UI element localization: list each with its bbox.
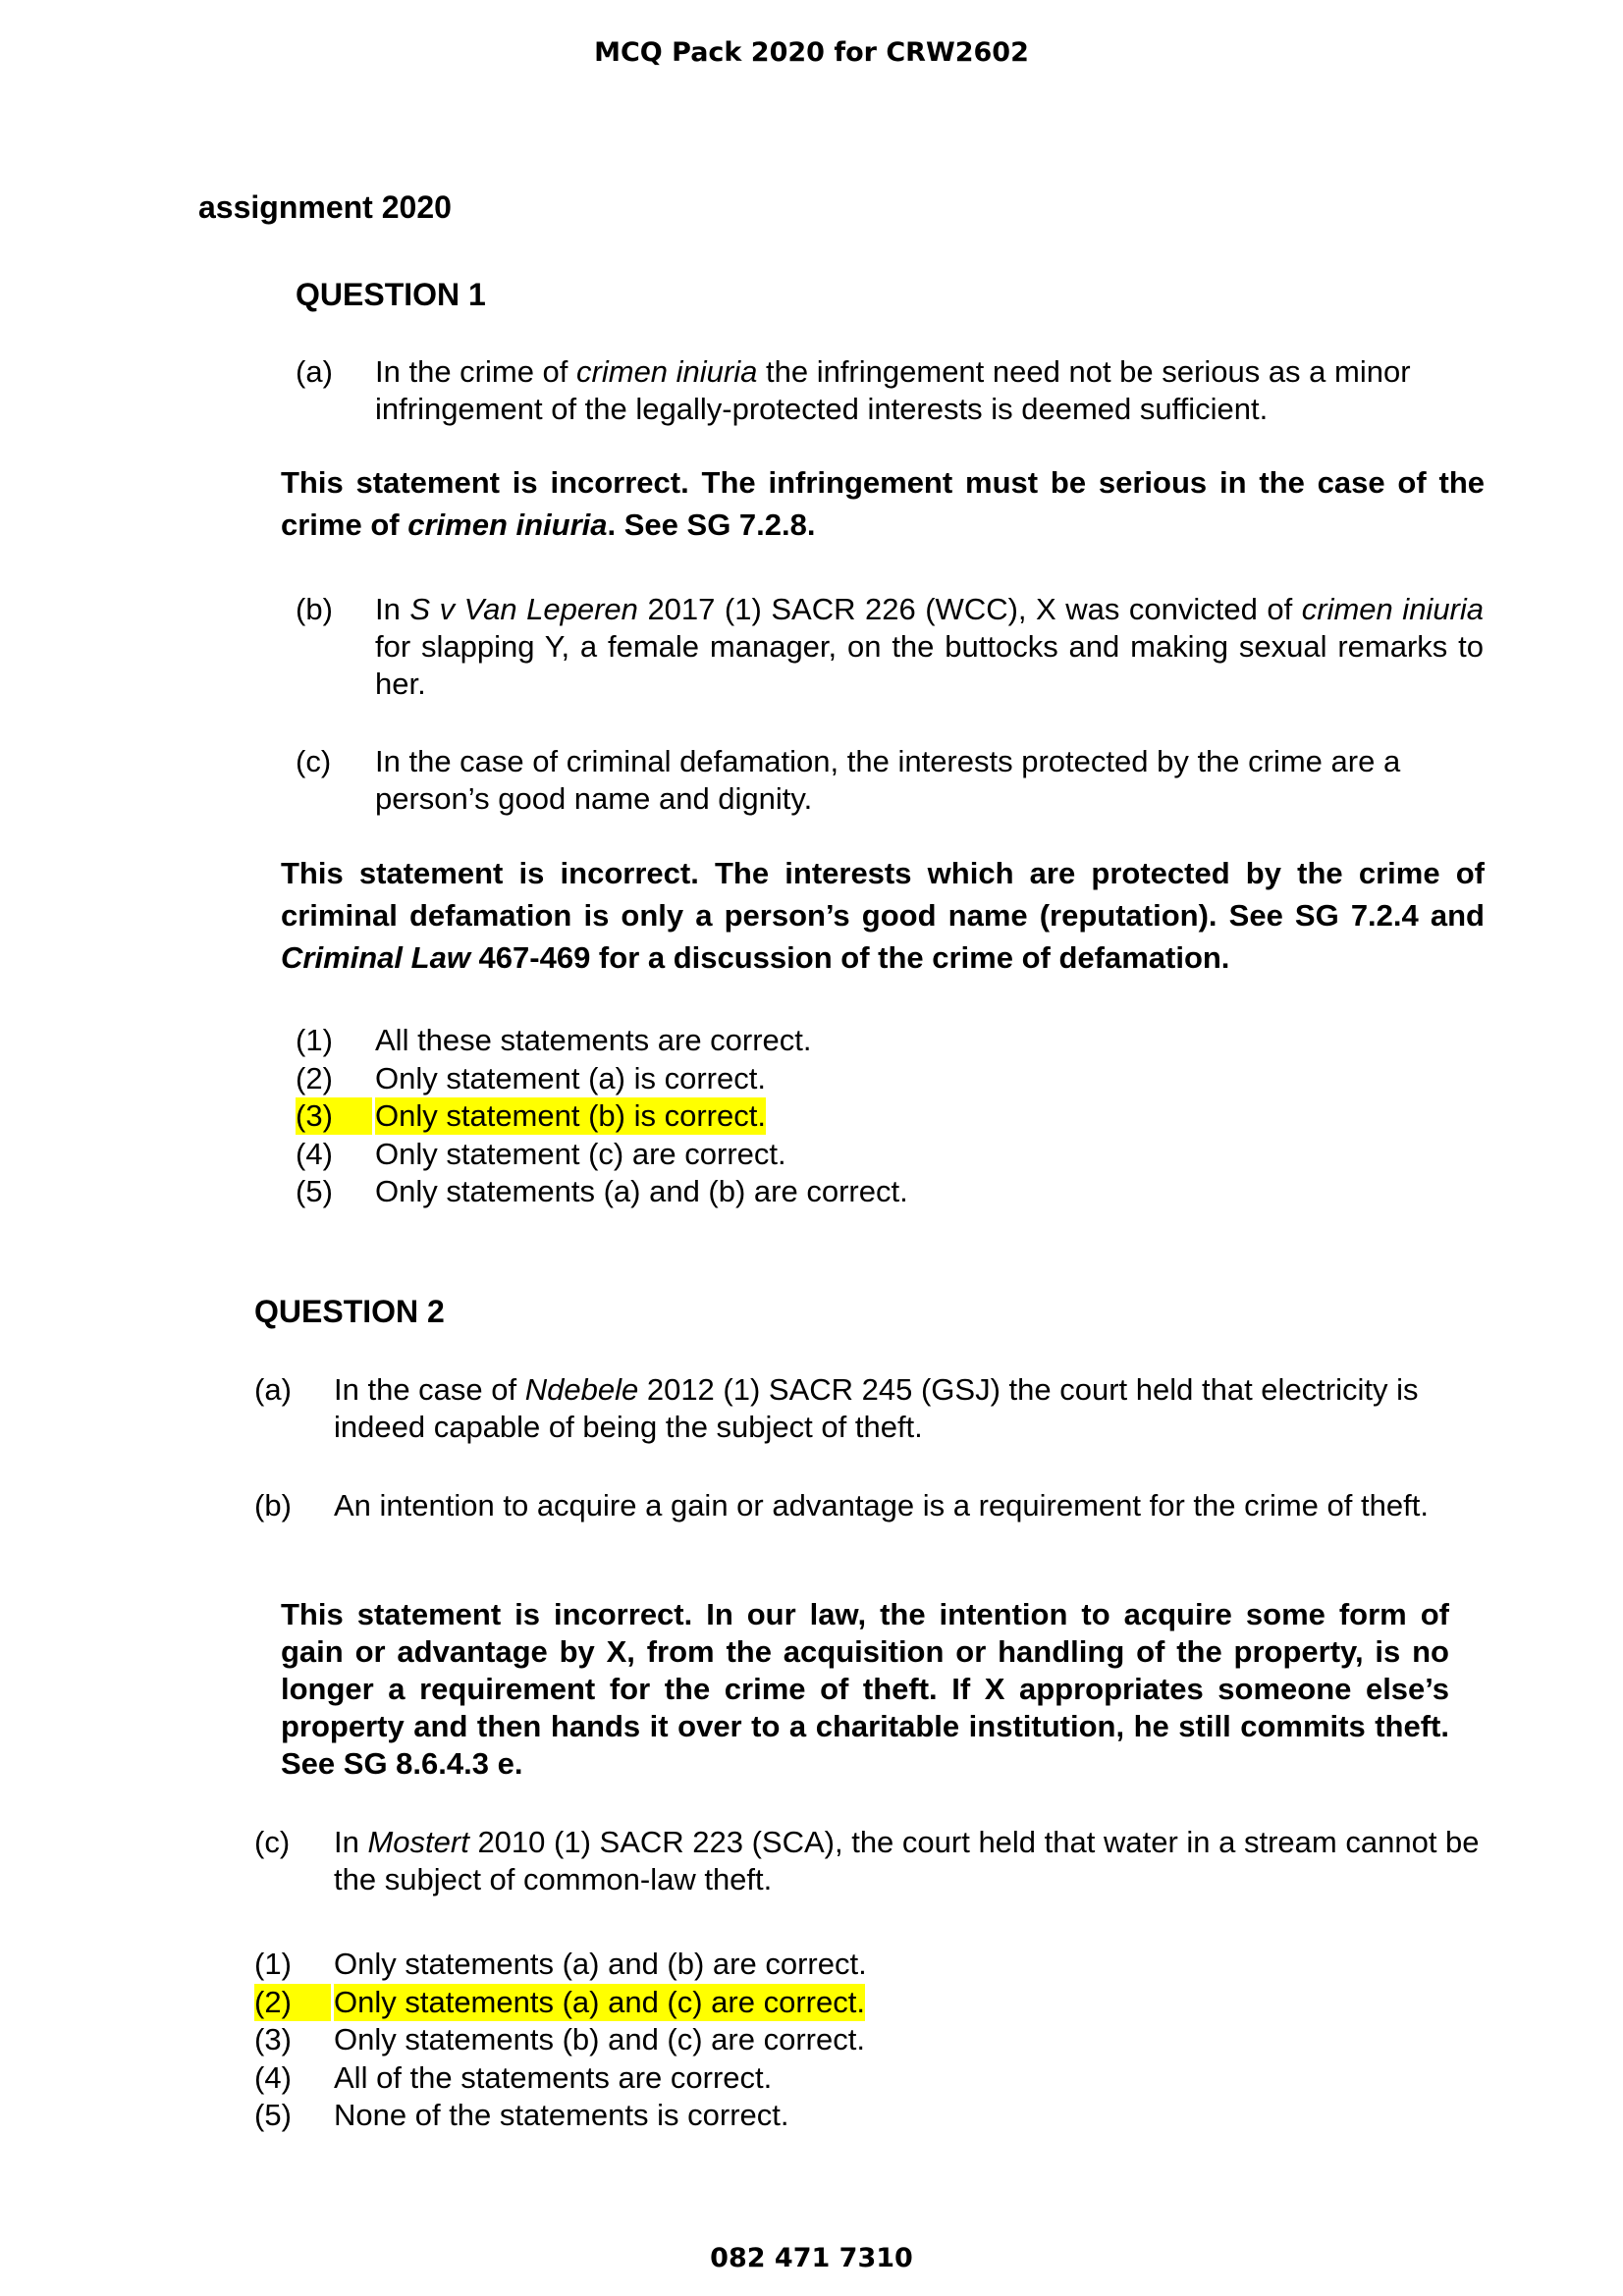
- option-text: Only statement (b) is correct.: [375, 1098, 766, 1133]
- document-title: assignment 2020: [198, 189, 452, 225]
- q1-statement-c-label: (c): [296, 744, 332, 778]
- option-text: Only statements (a) and (b) are correct.: [334, 1947, 867, 1981]
- q2-statement-b-text: An intention to acquire a gain or advantage is a requirement for the crime of theft.: [334, 1488, 1429, 1522]
- q2-answer-b: This statement is incorrect. In our law, the intention to acquire some form of gain or advantage by X, from the acquisition or handling of the property, is no longer a requirement for the crime of theft. If X appropriates someone else’s property and then hands it over to a charitable institution, he still commits theft. See SG 8.6.4.3 e.: [281, 1597, 1449, 1781]
- option-label: (4): [254, 2059, 292, 2095]
- q2-statement-a-label: (a): [254, 1372, 292, 1407]
- option-label: (1): [254, 1947, 292, 1981]
- option-label: (4): [296, 1136, 333, 1171]
- q1-statement-c-text: In the case of criminal defamation, the interests protected by the crime are a person’s good name and dignity.: [375, 744, 1401, 816]
- page-header: MCQ Pack 2020 for CRW2602: [594, 37, 1029, 68]
- option-text: Only statement (a) is correct.: [375, 1060, 766, 1095]
- option-text: Only statements (a) and (b) are correct.: [375, 1174, 908, 1208]
- option-label: (5): [254, 2098, 292, 2132]
- option-text: Only statement (c) are correct.: [375, 1136, 786, 1171]
- q2-statement-c-label: (c): [254, 1825, 291, 1859]
- q1-statement-a-label: (a): [296, 354, 333, 389]
- option-label: (3): [296, 1097, 372, 1135]
- q1-answer-c: This statement is incorrect. The interests which are protected by the crime of criminal defamation is only a person’s good name (reputation). See SG 7.2.4 and Criminal Law 467-469 for a discussion of the crime of defamation.: [281, 856, 1485, 975]
- option-text: Only statements (a) and (c) are correct.: [334, 1984, 865, 2019]
- q1-statement-a-text: In the crime of crimen iniuria the infringement need not be serious as a minor infringement of the legally-protected interests is deemed sufficient.: [375, 354, 1411, 426]
- q2-statement-c-text: In Mostert 2010 (1) SACR 223 (SCA), the court held that water in a stream cannot be the subject of common-law theft.: [334, 1825, 1480, 1896]
- option-label: (2): [254, 1984, 331, 2021]
- q1-statement-b-text: In S v Van Leperen 2017 (1) SACR 226 (WCC), X was convicted of crimen iniuria for slapping Y, a female manager, on the buttocks and making sexual remarks to her.: [375, 592, 1485, 701]
- question-2-title: QUESTION 2: [254, 1294, 445, 1329]
- option-label: (1): [296, 1023, 333, 1057]
- option-text: All of the statements are correct.: [334, 2059, 773, 2095]
- option-label: (5): [296, 1174, 333, 1208]
- q1-statement-b-label: (b): [296, 592, 333, 626]
- q2-statement-a-text: In the case of Ndebele 2012 (1) SACR 245 (GSJ) the court held that electricity is indeed capable of being the subject of theft.: [334, 1372, 1419, 1444]
- option-label: (2): [296, 1060, 333, 1095]
- page-footer: 082 471 7310: [710, 2243, 913, 2273]
- q2-statement-b-label: (b): [254, 1488, 292, 1522]
- option-label: (3): [254, 2022, 292, 2056]
- option-text: None of the statements is correct.: [334, 2098, 789, 2132]
- option-text: All these statements are correct.: [375, 1023, 812, 1057]
- option-text: Only statements (b) and (c) are correct.: [334, 2022, 865, 2056]
- question-1-title: QUESTION 1: [296, 277, 486, 312]
- q1-answer-a: This statement is incorrect. The infringement must be serious in the case of the crime of crimen iniuria. See SG 7.2.8.: [281, 465, 1485, 542]
